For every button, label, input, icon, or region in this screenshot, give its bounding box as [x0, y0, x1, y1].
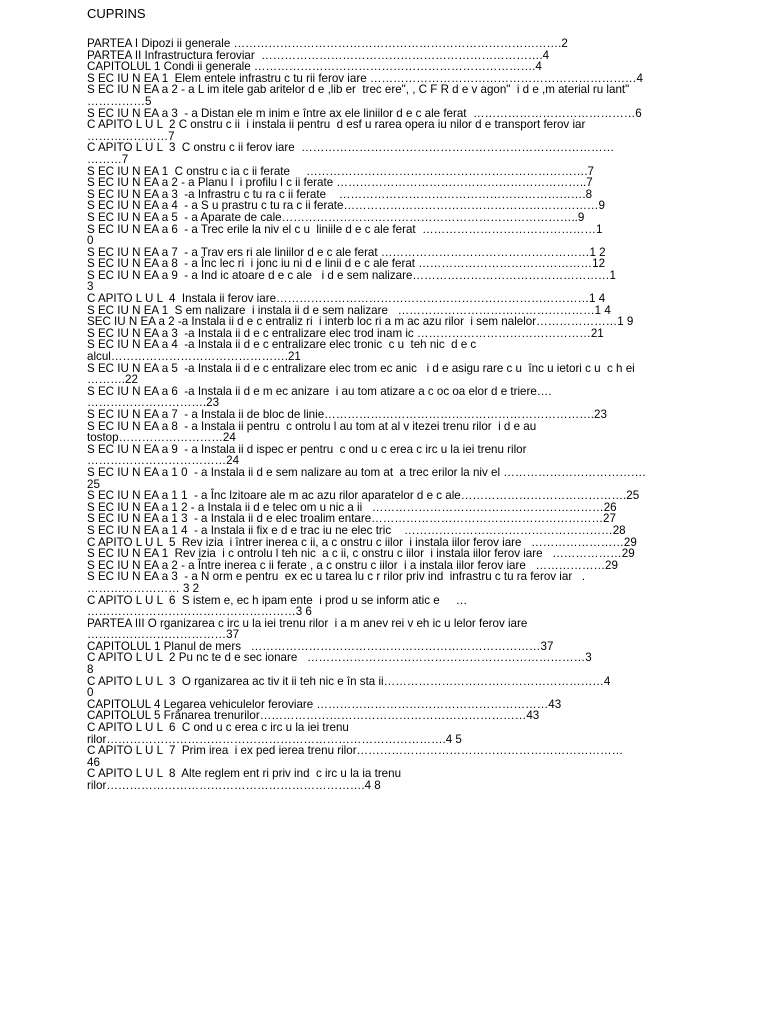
toc-line: S EC IU N EA a 6 -a Instala ii d e m ec anizare i au tom atizare a c oc oa elor d e triere…. [87, 384, 552, 398]
toc-line: S EC IU N EA a 2 - a Planu l i profilu l c ii ferate ………………………………………………………..7 [87, 176, 593, 190]
toc-line: CAPITOLUL 4 Legarea vehiculelor feroviare ……………………………………………………43 [87, 697, 562, 711]
toc-line: ………………………………………………3 6 [87, 605, 312, 619]
toc-line: …………………7 [87, 129, 175, 143]
toc-line: S EC IU N EA a 3 - a N orm e pentru ex ec u tarea lu c r rilor priv ind infrastru c tu ra ferov iar . [87, 570, 586, 584]
toc-line: ……….22 [87, 373, 138, 387]
toc-line: C APITO L U L 6 C ond u c erea c irc u la iei trenu [87, 721, 349, 735]
toc-line: rilor…………………………………………………………………………….4 5 [87, 732, 462, 746]
toc-line: C APITO L U L 3 O rganizarea ac tiv it ii teh nic e în sta ii…………………………………………………4 [87, 674, 611, 688]
toc-line: S EC IU N EA a 1 4 - a Instala ii fix e d e trac iu ne elec tric ………………………………………………28 [87, 523, 626, 537]
toc-line: S EC IU N EA 1 S em nalizare i instala ii d e sem nalizare ……………………………………………1 4 [87, 303, 611, 317]
toc-line: SEC IU N EA a 2 -a Instala ii d e c entraliz ri i interb loc ri a m ac azu rilor i sem nalelor…………………1 9 [87, 315, 634, 329]
toc-line: ………7 [87, 152, 129, 166]
toc-line: 25 [87, 477, 100, 491]
toc-line: rilor………………………………………………………….4 8 [87, 779, 381, 792]
toc-line: S EC IU N EA 1 Rev izia i c ontrolu l teh nic a c ii, c onstru c iilor i instala iilor ferov iare ………………29 [87, 547, 635, 561]
toc-line: 8 [87, 663, 94, 677]
toc-line: ………………………….23 [87, 396, 220, 410]
toc-line: PARTEA III O rganizarea c irc u la iei trenu rilor i a m anev rei v eh ic u lelor ferov iare [87, 616, 528, 630]
toc-line: CAPITOLUL 5 Frânarea trenurilor……………………………………………………………43 [87, 709, 540, 723]
toc-line: C APITO L U L 8 Alte reglem ent ri priv ind c irc u la ia trenu [87, 767, 402, 781]
toc-page [87, 6, 767, 792]
toc-line: 46 [87, 755, 100, 769]
toc-line: …………………… 3 2 [87, 581, 200, 595]
toc-line: S EC IU N EA a 7 - a Trav ers ri ale liniilor d e c ale ferat ………………………………………………1 2 [87, 245, 606, 259]
toc-line: PARTEA II Infrastructura feroviar ……………………………………………………………….4 [87, 48, 550, 62]
toc-line: C APITO L U L 2 C onstru c ii i instala ii pentru d esf u rarea opera iu nilor d e transport ferov iar [87, 118, 586, 132]
toc-line: S EC IU N EA 1 C onstru c ia c ii ferate ……………………………………………………………….7 [87, 164, 594, 178]
toc-line: S EC IU N EA a 4 -a Instala ii d e c entralizare elec tronic c u teh nic d e c [87, 338, 477, 352]
toc-line: S EC IU N EA a 9 - a Instala ii d ispec er pentru c ond u c erea c irc u la iei trenu rilor [87, 442, 527, 456]
toc-line: PARTEA I Dipozi ii generale ………………………………………………………………………….2 [87, 37, 568, 50]
toc-title: CUPRINS [87, 6, 146, 21]
toc-line: S EC IU N EA a 3 -a Infrastru c tu ra c ii ferate ……………………………………………………….8 [87, 187, 593, 201]
toc-line: S EC IU N EA a 9 - a Ind ic atoare d e c ale i d e sem nalizare……………………………………………1 [87, 268, 616, 282]
toc-line: ………………………………37 [87, 628, 240, 642]
toc-line: CAPITOLUL 1 Planul de mers …………………………………………………………………37 [87, 639, 554, 653]
toc-line: S EC IU N EA a 8 - a Instala ii pentru c ontrolu l au tom at al v itezei trenu rilor i d e au [87, 419, 537, 433]
toc-line: S EC IU N EA a 5 - a Aparate de cale…………………………………………………………………..9 [87, 210, 585, 224]
toc-line: tostop………………………24 [87, 431, 236, 445]
toc-line: S EC IU N EA a 6 - a Trec erile la niv el c u liniile d e c ale ferat ………………………………………1 [87, 222, 603, 236]
toc-line: S EC IU N EA a 8 - a Înc lec ri i jonc iu ni d e linii d e c ale ferat ………………………………………12 [87, 257, 606, 271]
toc-line: 0 [87, 234, 94, 248]
toc-line: S EC IU N EA a 5 -a Instala ii d e c entralizare elec trom ec anic i d e asigu rare c u înc u ietori c u c h ei [87, 361, 635, 375]
toc-line: S EC IU N EA a 1 2 - a Instala ii d e telec om u nic a ii ……………………………………………………26 [87, 500, 617, 514]
toc-line: C APITO L U L 5 Rev izia i întrer inerea c ii, a c onstru c iilor i instala iilor ferov iare ……………………29 [87, 535, 637, 549]
toc-line: CAPITOLUL 1 Condi ii generale ……………………………………………………………….4 [87, 60, 542, 74]
toc-line: S EC IU N EA a 3 - a Distan ele m inim e între ax ele liniilor d e c ale ferat ……………………………………6 [87, 106, 642, 120]
toc-line: 3 [87, 280, 94, 294]
toc-line: C APITO L U L 7 Prim irea i ex ped ierea trenu rilor…………………………………………………………… [87, 744, 624, 758]
toc-line: S EC IU N EA a 1 1 - a Înc lzitoare ale m ac azu rilor aparatelor d e c ale…………………………………….25 [87, 489, 640, 503]
toc-line: S EC IU N EA a 4 - a S u prastru c tu ra c ii ferate…………………………………………………………9 [87, 199, 605, 213]
toc-line: C APITO L U L 3 C onstru c ii ferov iare ……………………………………………………………………… [87, 141, 615, 155]
toc-line: alcul……………………………………….21 [87, 350, 301, 364]
toc-line: 0 [87, 686, 94, 700]
toc-line: C APITO L U L 4 Instala ii ferov iare………………………………………………………………………1 4 [87, 292, 606, 306]
toc-line: S EC IU N EA a 1 0 - a Instala ii d e sem nalizare au tom at a trec erilor la niv el ………………………………. [87, 465, 646, 479]
toc-line: C APITO L U L 2 Pu nc te d e sec ionare ………………………………………………………………3 [87, 651, 592, 665]
toc-line: ……………5 [87, 94, 152, 108]
toc-line: S EC IU N EA a 2 - a Între inerea c ii ferate , a c onstru c iilor i a instala iilor ferov iare ………………29 [87, 558, 618, 572]
toc-line: S EC IU N EA a 2 - a L im itele gab aritelor d e ,lib er trec ere", , C F R d e v agon" i d e ,m aterial ru lant" [87, 83, 630, 97]
toc-line: S EC IU N EA 1 Elem entele infrastru c tu rii ferov iare ……………………………………………………………4 [87, 71, 643, 85]
toc-line: S EC IU N EA a 7 - a Instala ii de bloc de linie…………………………………………………………….23 [87, 408, 607, 421]
toc-line: C APITO L U L 6 S istem e, ec h ipam ente i prod u se inform atic e … [87, 593, 468, 607]
toc-line: ………………………………24 [87, 454, 240, 468]
toc-line: S EC IU N EA a 3 -a Instala ii d e c entralizare elec trod inam ic ………………………………………21 [87, 326, 604, 340]
toc-line: S EC IU N EA a 1 3 - a Instala ii d e elec troalim entare……………………………………………………27 [87, 512, 616, 526]
toc-list [87, 38, 767, 792]
